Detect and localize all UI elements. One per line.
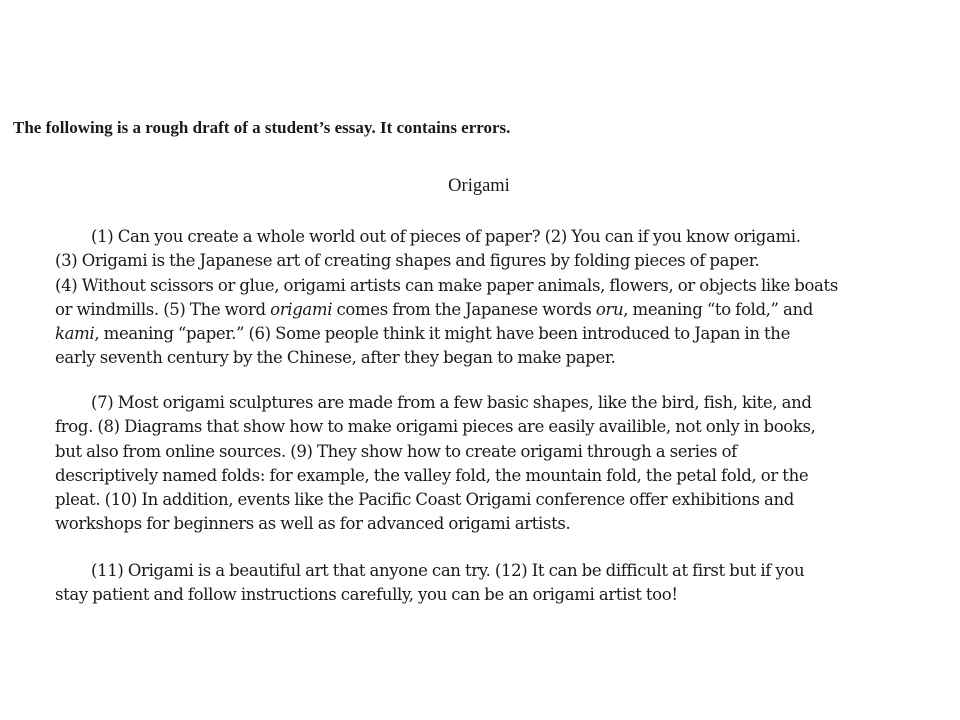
essay-line <box>55 322 945 346</box>
essay-line: pleat. (10) In addition, events like the Pacific Coast Origami conference offer exhibitions and <box>55 490 795 510</box>
essay-line: stay patient and follow instructions carefully, you can be an origami artist too! <box>55 585 678 605</box>
italic-term-oru: oru <box>595 299 624 319</box>
essay-line: descriptively named folds: for example, the valley fold, the mountain fold, the petal fold, or the <box>55 465 809 485</box>
essay-paragraph-1 <box>55 225 945 371</box>
essay-line: but also from online sources. (9) They show how to create origami through a series of <box>55 441 737 461</box>
essay-line: (1) Can you create a whole world out of pieces of paper? (2) You can if you know origami. <box>91 227 801 246</box>
essay-line: (7) Most origami sculptures are made from a few basic shapes, like the bird, fish, kite, and <box>91 393 812 412</box>
essay-line: early seventh century by the Chinese, after they began to make paper. <box>55 348 616 368</box>
essay-text: or windmills. (5) The word <box>55 299 271 319</box>
essay-title: Origami <box>448 176 510 196</box>
essay-line: (4) Without scissors or glue, origami artists can make paper animals, flowers, or objects like boats <box>55 275 838 295</box>
essay-text: , meaning “to fold,” and <box>623 299 814 319</box>
essay-line: workshops for beginners as well as for advanced origami artists. <box>55 514 571 534</box>
essay-line: (11) Origami is a beautiful art that anyone can try. (12) It can be difficult at first but if you <box>91 561 805 580</box>
essay-text: comes from the Japanese words <box>332 299 596 319</box>
essay-line: frog. (8) Diagrams that show how to make origami pieces are easily availible, not only in books, <box>55 417 816 437</box>
essay-paragraph-2 <box>55 391 945 537</box>
essay-instructions: The following is a rough draft of a student’s essay. It contains errors. <box>13 118 511 137</box>
italic-term-kami: kami <box>55 324 95 344</box>
italic-term-origami: origami <box>270 299 333 319</box>
essay-line: (3) Origami is the Japanese art of creating shapes and figures by folding pieces of paper. <box>55 251 760 271</box>
essay-text: , meaning “paper.” (6) Some people think it might have been introduced to Japan in the <box>94 324 790 344</box>
essay-line <box>55 298 945 322</box>
essay-paragraph-3 <box>55 559 945 608</box>
